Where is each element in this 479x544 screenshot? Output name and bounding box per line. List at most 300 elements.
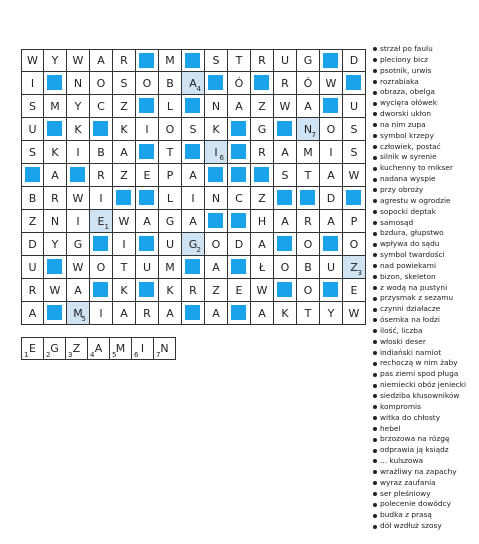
key-number: 6 (219, 154, 224, 162)
grid-letter-cell[interactable] (90, 256, 113, 279)
cell-letter: A (281, 145, 289, 159)
answer-cell[interactable] (87, 337, 110, 360)
grid-letter-cell[interactable] (44, 141, 67, 164)
grid-letter-cell[interactable] (205, 233, 228, 256)
grid-letter-cell[interactable] (44, 210, 67, 233)
cell-letter: N (73, 76, 83, 90)
grid-block-cell[interactable] (205, 210, 228, 233)
grid-letter-cell[interactable] (297, 72, 320, 95)
grid-letter-cell[interactable] (228, 49, 251, 72)
grid-block-cell[interactable] (44, 302, 67, 325)
grid-block-cell[interactable] (343, 187, 366, 210)
answer-number: 5 (112, 351, 117, 359)
grid-block-cell[interactable] (136, 95, 159, 118)
grid-letter-cell[interactable] (343, 141, 366, 164)
cell-letter: K (120, 122, 128, 136)
grid-letter-cell[interactable] (343, 164, 366, 187)
grid-letter-cell[interactable] (113, 95, 136, 118)
grid-letter-cell[interactable] (113, 141, 136, 164)
cell-letter: N (211, 99, 221, 113)
answer-number: 4 (90, 351, 95, 359)
grid-letter-cell[interactable] (297, 141, 320, 164)
grid-block-cell[interactable] (228, 118, 251, 141)
grid-letter-cell[interactable] (90, 72, 113, 95)
grid-block-cell[interactable] (67, 164, 90, 187)
grid-letter-cell[interactable] (67, 141, 90, 164)
grid-letter-cell[interactable] (274, 256, 297, 279)
cell-letter: I (145, 122, 149, 136)
grid-block-cell[interactable] (21, 164, 44, 187)
grid-block-cell[interactable] (343, 72, 366, 95)
grid-letter-cell[interactable] (251, 118, 274, 141)
grid-letter-cell[interactable] (67, 279, 90, 302)
key-number: 5 (81, 315, 86, 323)
grid-letter-cell[interactable] (205, 187, 228, 210)
cell-letter: M (165, 54, 175, 67)
clue-item: niemiecki obóz jeniecki (372, 380, 466, 391)
answer-letter: A (94, 342, 103, 355)
clue-item: człowiek, postać (372, 142, 466, 153)
cell-letter: N (211, 191, 221, 205)
grid-letter-cell[interactable] (182, 187, 205, 210)
grid-block-cell[interactable] (44, 256, 67, 279)
grid-letter-cell[interactable] (205, 49, 228, 72)
grid-letter-cell[interactable] (136, 256, 159, 279)
cell-letter: M (165, 260, 175, 274)
grid-letter-cell[interactable] (90, 141, 113, 164)
grid-letter-cell[interactable] (297, 49, 320, 72)
grid-letter-cell[interactable] (251, 279, 274, 302)
grid-letter-cell[interactable] (343, 302, 366, 325)
grid-letter-cell[interactable] (297, 164, 320, 187)
answer-cell[interactable] (43, 337, 66, 360)
clue-item: rechoczą w nim żaby (372, 358, 466, 369)
grid-block-cell[interactable] (90, 118, 113, 141)
clue-item: hebel (372, 424, 466, 435)
grid-key-cell[interactable] (90, 210, 113, 233)
grid-block-cell[interactable] (113, 187, 136, 210)
grid-block-cell[interactable] (228, 210, 251, 233)
grid-letter-cell[interactable] (113, 256, 136, 279)
grid-block-cell[interactable] (44, 72, 67, 95)
cell-letter: A (212, 306, 220, 320)
answer-cell[interactable] (153, 337, 176, 360)
grid-letter-cell[interactable] (21, 302, 44, 325)
grid-letter-cell[interactable] (274, 302, 297, 325)
cell-letter: D (28, 237, 37, 251)
cell-letter: R (304, 214, 312, 228)
grid-letter-cell[interactable] (159, 302, 182, 325)
grid-letter-cell[interactable] (113, 302, 136, 325)
grid-letter-cell[interactable] (136, 164, 159, 187)
grid-letter-cell[interactable] (67, 49, 90, 72)
grid-key-cell[interactable] (297, 118, 320, 141)
grid-letter-cell[interactable] (182, 164, 205, 187)
cell-letter: O (142, 76, 152, 90)
grid-letter-cell[interactable] (228, 187, 251, 210)
cell-letter: W (27, 54, 38, 67)
grid-letter-cell[interactable] (251, 233, 274, 256)
grid-block-cell[interactable] (136, 141, 159, 164)
clue-item: strzał po faulu (372, 44, 466, 55)
grid-letter-cell[interactable] (228, 279, 251, 302)
cell-letter: W (72, 260, 84, 274)
cell-letter: A (97, 54, 105, 67)
cell-letter: W (72, 54, 84, 67)
cell-letter: R (51, 191, 59, 205)
grid-key-cell[interactable] (182, 233, 205, 256)
cell-letter: S (350, 122, 358, 136)
cell-letter: T (304, 168, 312, 182)
grid-letter-cell[interactable] (159, 72, 182, 95)
cell-letter: S (29, 145, 36, 159)
clue-item: dworski ukłon (372, 109, 466, 120)
clue-item: agrestu w ogrodzie (372, 196, 466, 207)
grid-letter-cell[interactable] (113, 72, 136, 95)
cell-letter: K (74, 122, 82, 136)
grid-letter-cell[interactable] (343, 118, 366, 141)
grid-block-cell[interactable] (182, 95, 205, 118)
grid-letter-cell[interactable] (67, 187, 90, 210)
cell-letter: I (214, 145, 218, 159)
grid-letter-cell[interactable] (136, 210, 159, 233)
grid-letter-cell[interactable] (21, 279, 44, 302)
cell-letter: S (29, 99, 36, 113)
clue-item: indiański namiot (372, 348, 466, 359)
grid-letter-cell[interactable] (90, 302, 113, 325)
grid-block-cell[interactable] (90, 233, 113, 256)
grid-letter-cell[interactable] (320, 164, 343, 187)
cell-letter: O (349, 237, 359, 251)
answer-number: 7 (156, 351, 161, 359)
cell-letter: R (143, 306, 151, 320)
grid-letter-cell[interactable] (182, 118, 205, 141)
grid-letter-cell[interactable] (21, 49, 44, 72)
grid-letter-cell[interactable] (159, 210, 182, 233)
grid-letter-cell[interactable] (297, 302, 320, 325)
grid-letter-cell[interactable] (113, 49, 136, 72)
grid-letter-cell[interactable] (251, 256, 274, 279)
grid-letter-cell[interactable] (21, 118, 44, 141)
cell-letter: E (235, 283, 243, 297)
grid-letter-cell[interactable] (136, 302, 159, 325)
grid-block-cell[interactable] (205, 164, 228, 187)
grid-letter-cell[interactable] (44, 279, 67, 302)
grid-block-cell[interactable] (182, 141, 205, 164)
grid-letter-cell[interactable] (159, 164, 182, 187)
grid-letter-cell[interactable] (159, 256, 182, 279)
clue-item: kompromis (372, 402, 466, 413)
grid-letter-cell[interactable] (205, 279, 228, 302)
key-number: 2 (196, 246, 201, 254)
grid-letter-cell[interactable] (113, 118, 136, 141)
clue-item: bizon, skeleton (372, 272, 466, 283)
grid-letter-cell[interactable] (205, 302, 228, 325)
cell-letter: A (304, 99, 312, 113)
cell-letter: L (166, 99, 174, 113)
grid-letter-cell[interactable] (205, 95, 228, 118)
grid-letter-cell[interactable] (113, 233, 136, 256)
cell-letter: C (97, 99, 105, 113)
grid-letter-cell[interactable] (21, 210, 44, 233)
answer-cell[interactable] (109, 337, 132, 360)
grid-block-cell[interactable] (320, 233, 343, 256)
grid-letter-cell[interactable] (297, 95, 320, 118)
grid-letter-cell[interactable] (343, 279, 366, 302)
cell-letter: Y (51, 54, 59, 67)
cell-letter: A (189, 76, 197, 90)
grid-key-cell[interactable] (67, 302, 90, 325)
grid-key-cell[interactable] (205, 141, 228, 164)
grid-letter-cell[interactable] (136, 118, 159, 141)
clue-item: symbol krzepy (372, 131, 466, 142)
grid-letter-cell[interactable] (21, 233, 44, 256)
cell-letter: P (350, 214, 358, 228)
cell-letter: R (258, 145, 266, 159)
cell-letter: O (303, 237, 313, 251)
cell-letter: O (96, 260, 106, 274)
grid-letter-cell[interactable] (182, 210, 205, 233)
grid-letter-cell[interactable] (274, 95, 297, 118)
grid-letter-cell[interactable] (67, 210, 90, 233)
clue-item: z wodą na pustyni (372, 283, 466, 294)
grid-letter-cell[interactable] (320, 302, 343, 325)
grid-letter-cell[interactable] (159, 141, 182, 164)
grid-letter-cell[interactable] (274, 210, 297, 233)
grid-letter-cell[interactable] (90, 187, 113, 210)
grid-block-cell[interactable] (228, 141, 251, 164)
grid-letter-cell[interactable] (90, 164, 113, 187)
grid-letter-cell[interactable] (343, 233, 366, 256)
cell-letter: K (281, 306, 289, 320)
grid-letter-cell[interactable] (251, 187, 274, 210)
key-number: 4 (196, 85, 201, 93)
cell-letter: A (120, 145, 128, 159)
grid-letter-cell[interactable] (320, 118, 343, 141)
cell-letter: D (349, 54, 359, 67)
grid-letter-cell[interactable] (44, 164, 67, 187)
grid-letter-cell[interactable] (228, 72, 251, 95)
grid-key-cell[interactable] (182, 72, 205, 95)
cell-letter: W (348, 168, 360, 182)
grid-letter-cell[interactable] (67, 256, 90, 279)
cell-letter: R (258, 54, 266, 67)
grid-letter-cell[interactable] (343, 95, 366, 118)
grid-letter-cell[interactable] (159, 233, 182, 256)
cell-letter: I (191, 191, 195, 205)
grid-block-cell[interactable] (228, 164, 251, 187)
clue-item: samosąd (372, 218, 466, 229)
answer-cell[interactable] (65, 337, 88, 360)
clue-item: kuchenny to mikser (372, 163, 466, 174)
cell-letter: K (120, 283, 128, 297)
cell-letter: T (235, 54, 243, 67)
clue-item: odprawia ją ksiądz (372, 445, 466, 456)
grid-block-cell[interactable] (297, 187, 320, 210)
grid-letter-cell[interactable] (274, 141, 297, 164)
grid-letter-cell[interactable] (113, 210, 136, 233)
grid-letter-cell[interactable] (320, 141, 343, 164)
cell-letter: R (120, 54, 128, 67)
grid-block-cell[interactable] (44, 118, 67, 141)
grid-letter-cell[interactable] (67, 95, 90, 118)
cell-letter: O (303, 283, 313, 297)
cell-letter: L (166, 191, 174, 205)
grid-letter-cell[interactable] (21, 95, 44, 118)
cell-letter: B (97, 145, 105, 159)
grid-block-cell[interactable] (274, 118, 297, 141)
grid-block-cell[interactable] (182, 256, 205, 279)
grid-letter-cell[interactable] (320, 72, 343, 95)
grid-letter-cell[interactable] (44, 49, 67, 72)
grid-letter-cell[interactable] (90, 49, 113, 72)
grid-letter-cell[interactable] (251, 49, 274, 72)
cell-letter: A (120, 306, 128, 320)
grid-block-cell[interactable] (320, 49, 343, 72)
grid-letter-cell[interactable] (228, 233, 251, 256)
grid-letter-cell[interactable] (182, 279, 205, 302)
grid-letter-cell[interactable] (274, 49, 297, 72)
grid-letter-cell[interactable] (251, 302, 274, 325)
grid-letter-cell[interactable] (159, 95, 182, 118)
cell-letter: G (303, 54, 313, 67)
grid-letter-cell[interactable] (251, 141, 274, 164)
grid-block-cell[interactable] (251, 164, 274, 187)
grid-letter-cell[interactable] (159, 49, 182, 72)
grid-block-cell[interactable] (320, 279, 343, 302)
answer-number: 6 (134, 351, 139, 359)
answer-letter: Z (72, 342, 81, 355)
grid-letter-cell[interactable] (67, 233, 90, 256)
cell-letter: U (28, 260, 37, 274)
cell-letter: M (73, 306, 83, 320)
cell-letter: R (189, 283, 197, 297)
grid-letter-cell[interactable] (44, 95, 67, 118)
cell-letter: Z (120, 99, 128, 113)
answer-row (21, 337, 176, 360)
grid-block-cell[interactable] (90, 279, 113, 302)
grid-letter-cell[interactable] (320, 256, 343, 279)
grid-block-cell[interactable] (274, 187, 297, 210)
grid-letter-cell[interactable] (136, 72, 159, 95)
cell-letter: W (256, 283, 268, 297)
grid-letter-cell[interactable] (274, 72, 297, 95)
cell-letter: I (329, 145, 333, 159)
grid-letter-cell[interactable] (205, 118, 228, 141)
grid-letter-cell[interactable] (320, 210, 343, 233)
grid-letter-cell[interactable] (274, 164, 297, 187)
clue-item: sopocki deptak (372, 207, 466, 218)
cell-letter: U (165, 237, 175, 251)
grid-block-cell[interactable] (228, 302, 251, 325)
grid-letter-cell[interactable] (159, 279, 182, 302)
grid-letter-cell[interactable] (297, 279, 320, 302)
clue-item: pas ziemi spod pługa (372, 369, 466, 380)
grid-letter-cell[interactable] (90, 95, 113, 118)
grid-letter-cell[interactable] (297, 233, 320, 256)
cell-letter: Z (212, 283, 220, 297)
grid-letter-cell[interactable] (21, 72, 44, 95)
grid-letter-cell[interactable] (297, 256, 320, 279)
answer-cell[interactable] (21, 337, 44, 360)
cell-letter: I (122, 237, 126, 251)
cell-letter: I (99, 306, 103, 320)
grid-letter-cell[interactable] (251, 210, 274, 233)
grid-block-cell[interactable] (182, 49, 205, 72)
clue-item: brzozowa na rózgę (372, 434, 466, 445)
cell-letter: M (50, 99, 60, 113)
grid-block-cell[interactable] (251, 72, 274, 95)
grid-letter-cell[interactable] (67, 72, 90, 95)
clue-item: dół wzdłuż szosy (372, 521, 466, 532)
grid-letter-cell[interactable] (343, 49, 366, 72)
grid-letter-cell[interactable] (113, 164, 136, 187)
grid-block-cell[interactable] (274, 233, 297, 256)
grid-letter-cell[interactable] (21, 256, 44, 279)
cell-letter: G (165, 214, 175, 228)
grid-key-cell[interactable] (343, 256, 366, 279)
key-number: 1 (104, 223, 109, 231)
grid-letter-cell[interactable] (228, 95, 251, 118)
cell-letter: Z (120, 168, 128, 182)
key-number: 3 (357, 269, 362, 277)
grid-letter-cell[interactable] (67, 118, 90, 141)
clue-item: nad powiekami (372, 261, 466, 272)
grid-letter-cell[interactable] (44, 233, 67, 256)
cell-letter: S (281, 168, 289, 182)
cell-letter: G (257, 122, 267, 136)
grid-letter-cell[interactable] (251, 95, 274, 118)
grid-letter-cell[interactable] (44, 187, 67, 210)
cell-letter: G (73, 237, 83, 251)
grid-block-cell[interactable] (228, 256, 251, 279)
cell-letter: N (50, 214, 60, 228)
grid-block-cell[interactable] (136, 187, 159, 210)
cell-letter: C (235, 191, 243, 205)
cell-letter: Y (327, 306, 335, 320)
grid-block-cell[interactable] (205, 72, 228, 95)
answer-cell[interactable] (131, 337, 154, 360)
cell-letter: P (166, 168, 174, 182)
cell-letter: U (349, 99, 359, 113)
cell-letter: Y (74, 99, 82, 113)
cell-letter: B (166, 76, 174, 90)
cell-letter: A (212, 260, 220, 274)
grid-letter-cell[interactable] (21, 187, 44, 210)
grid-letter-cell[interactable] (205, 256, 228, 279)
cell-letter: O (280, 260, 290, 274)
cell-letter: A (258, 306, 266, 320)
grid-letter-cell[interactable] (21, 141, 44, 164)
grid-block-cell[interactable] (182, 302, 205, 325)
cell-letter: S (212, 54, 220, 67)
grid-block-cell[interactable] (136, 279, 159, 302)
grid-letter-cell[interactable] (297, 210, 320, 233)
clue-item: nadana wyspie (372, 174, 466, 185)
grid-letter-cell[interactable] (113, 279, 136, 302)
grid-letter-cell[interactable] (159, 118, 182, 141)
grid-block-cell[interactable] (136, 49, 159, 72)
grid-letter-cell[interactable] (320, 187, 343, 210)
grid-letter-cell[interactable] (159, 187, 182, 210)
cell-letter: A (51, 168, 59, 182)
grid-letter-cell[interactable] (343, 210, 366, 233)
grid-block-cell[interactable] (320, 95, 343, 118)
cell-letter: Z (258, 191, 266, 205)
grid-block-cell[interactable] (136, 233, 159, 256)
cell-letter: D (234, 237, 244, 251)
grid-block-cell[interactable] (274, 279, 297, 302)
